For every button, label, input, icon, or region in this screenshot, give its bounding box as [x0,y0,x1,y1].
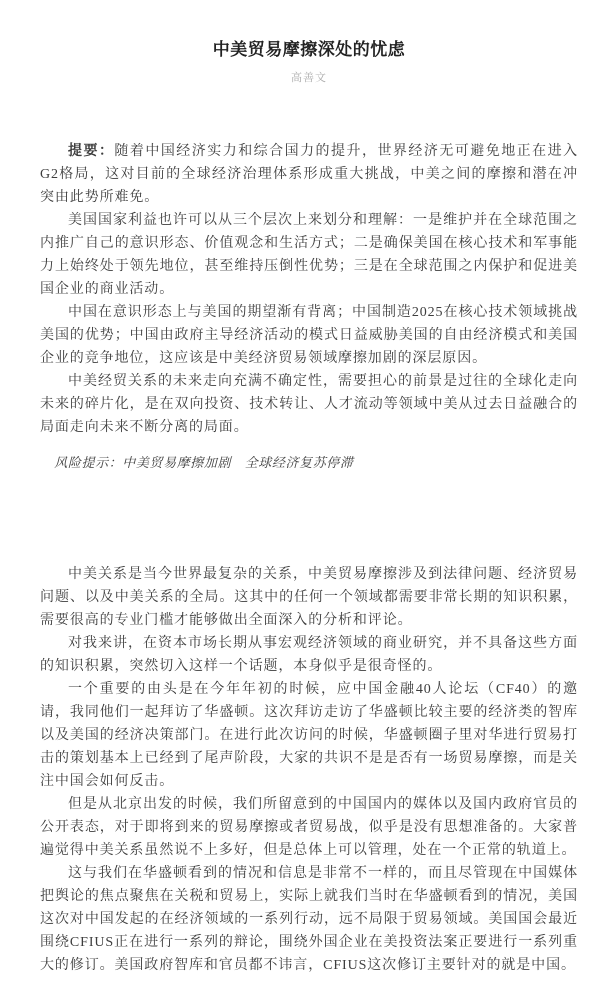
body-paragraph-3: 一个重要的由头是在今年年初的时候，应中国金融40人论坛（CF40）的邀请，我同他们一起拜访了华盛顿。这次拜访走访了华盛顿比较主要的经济类的智库以及美国的经济决策部门。在进行此次访问的时候，华盛顿圈子里对华进行贸易打击的策划基本上已经到了尾声阶段，大家的共识不是是否有一场贸易摩擦，而是关注中国会如何反击。 [40,682,578,789]
risk-note: 风险提示：中美贸易摩擦加剧 全球经济复苏停滞 [54,455,354,470]
abstract-lead-paragraph [40,140,578,209]
body-paragraph-2: 对我来讲，在资本市场长期从事宏观经济领域的商业研究，并不具备这些方面的知识积累，突然切入这样一个话题，本身似乎是很奇怪的。 [40,636,578,674]
body-paragraph-5: 这与我们在华盛顿看到的情况和信息是非常不一样的，而且尽管现在中国媒体把舆论的焦点聚焦在关税和贸易上，实际上就我们当时在华盛顿看到的情况，美国这次对中国发起的在经济领域的一系列行动，远不局限于贸易领域。美国国会最近围绕CFIUS正在进行一系列的辩论，围绕外国企业在美投资法案正要进行一系列重大的修订。美国政府智库和官员都不讳言，CFIUS这次修订主要针对的就是中国。 [40,866,578,973]
body-paragraph-4: 但是从北京出发的时候，我们所留意到的中国国内的媒体以及国内政府官员的公开表态，对于即将到来的贸易摩擦或者贸易战，似乎是没有思想准备的。大家普遍觉得中美关系虽然说不上多好，但是总体上可以管理，处在一个正常的轨道上。 [40,797,578,858]
abstract-paragraph-2: 中国在意识形态上与美国的期望渐有背离；中国制造2025在核心技术领域挑战美国的优势；中国由政府主导经济活动的模式日益威胁美国的自由经济模式和美国企业的竞争地位，这应该是中美经济贸易领域摩擦加剧的深层原因。 [40,305,578,366]
abstract-lead-text: 随着中国经济实力和综合国力的提升，世界经济无可避免地正在进入G2格局，这对目前的全球经济治理体系形成重大挑战，中美之间的摩擦和潜在冲突由此势所难免。 [40,144,579,205]
article-title: 中美贸易摩擦深处的忧虑 [212,40,406,59]
abstract-section [40,140,578,473]
abstract-label: 提要： [68,144,115,159]
abstract-paragraph-1: 美国国家利益也许可以从三个层次上来划分和理解：一是维护并在全球范围之内推广自己的意识形态、价值观念和生活方式；二是确保美国在核心技术和军事能力上始终处于领先地位，甚至维持压倒性优势；三是在全球范围之内保护和促进美国企业的商业活动。 [40,213,578,297]
article-author: 高善文 [291,72,327,84]
body-section [40,563,578,977]
abstract-paragraph-3: 中美经贸关系的未来走向充满不确定性，需要担心的前景是过往的全球化走向未来的碎片化，是在双向投资、技术转让、人才流动等领域中美从过去日益融合的局面走向未来不断分离的局面。 [40,374,578,435]
body-paragraph-1: 中美关系是当今世界最复杂的关系，中美贸易摩擦涉及到法律问题、经济贸易问题、以及中美关系的全局。这其中的任何一个领域都需要非常长期的知识积累，需要很高的专业门槛才能够做出全面深入的分析和评论。 [40,567,578,628]
